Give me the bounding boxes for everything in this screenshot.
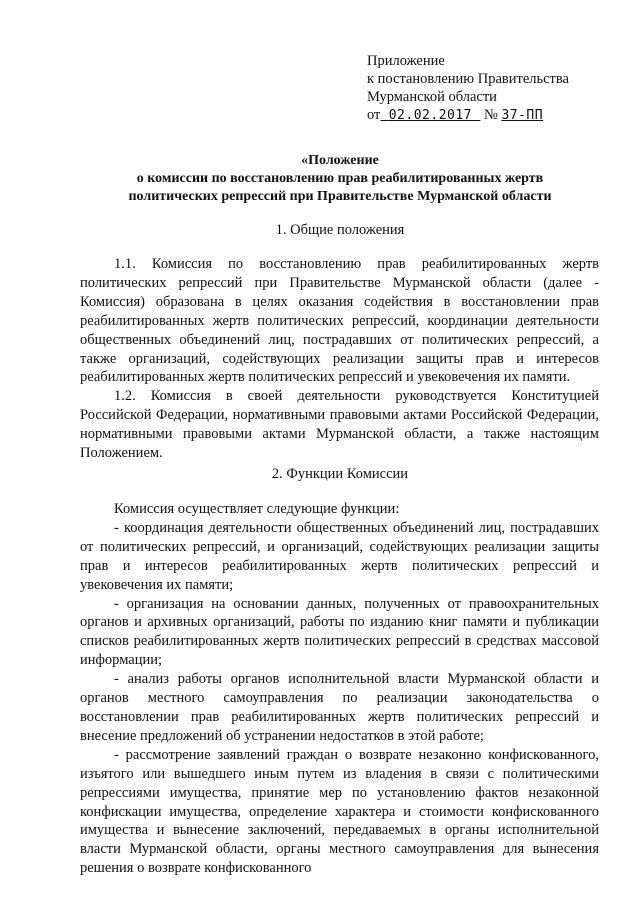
- paragraph-1-2: 1.2. Комиссия в своей деятельности руководствуется Конституцией Российской Федерации, нормативными правовыми актами Российской Федерации, нормативными правовыми актами Мурманской области, а также настоящим Положением.: [80, 388, 599, 462]
- function-item: - организация на основании данных, полученных от правоохранительных органов и архивных организаций, работы по изданию книг памяти и публикации списков реабилитированных жертв политических репрессий в средствах массовой информации;: [80, 595, 599, 669]
- resolution-number: 37-ПП: [501, 108, 544, 123]
- title-line-1: «Положение: [301, 153, 379, 168]
- section-2-body: [80, 500, 599, 878]
- function-item: - рассмотрение заявлений граждан о возврате незаконно конфискованного, изъятого или вышедшего иным путем из владения в связи с политическими репрессиями имущества, принятие мер по установлению фактов незаконной конфискации имущества, определение характера и стоимости конфискованного имущества и вынесение заключений, передаваемых в органы исполнительной власти Мурманской области, органы местного самоуправления для вынесения решения о возврате конфискованного: [80, 746, 599, 877]
- function-item: - анализ работы органов исполнительной власти Мурманской области и органов местного самоуправления по реализации законодательства о восстановлении прав реабилитированных жертв политических репрессий и внесение предложений об устранении недостатков в этой работе;: [80, 671, 599, 744]
- section-1-body: [80, 255, 599, 463]
- paragraph-1-1: 1.1. Комиссия по восстановлению прав реабилитированных жертв политических репрессий при Правительстве Мурманской области (далее - Комиссия) образована в целях оказания содействия в восстановлении прав реабилитированных жертв политических репрессий, координации деятельности общественных объединений лиц, пострадавших от политических репрессий, а также организаций, содействующих реализации защиты прав и интересов реабилитированных жертв политических репрессий и увековечения их памяти.: [80, 256, 599, 386]
- resolution-date: 02.02.2017: [388, 108, 473, 123]
- document-title: [40, 152, 640, 206]
- appendix-header: [367, 52, 569, 125]
- date-number-line: [367, 106, 569, 125]
- region-name: Мурманской области: [367, 89, 497, 105]
- number-prefix: №: [483, 107, 498, 123]
- functions-intro: Комиссия осуществляет следующие функции:: [114, 501, 400, 517]
- title-line-2: о комиссии по восстановлению прав реабилитированных жертв: [136, 171, 544, 186]
- title-line-3: политических репрессий при Правительстве Мурманской области: [128, 189, 552, 204]
- section-2-heading: 2. Функции Комиссии: [271, 466, 409, 482]
- function-item: - координация деятельности общественных объединений лиц, пострадавших от политических репрессий, и организаций, содействующих реализации защиты прав и интересов реабилитированных жертв политических репрессий и увековечения их памяти;: [80, 519, 599, 593]
- appendix-label: Приложение: [367, 53, 445, 69]
- date-prefix: от: [367, 107, 381, 123]
- resolution-reference: к постановлению Правительства: [367, 71, 569, 87]
- section-1-heading: 1. Общие положения: [275, 222, 405, 238]
